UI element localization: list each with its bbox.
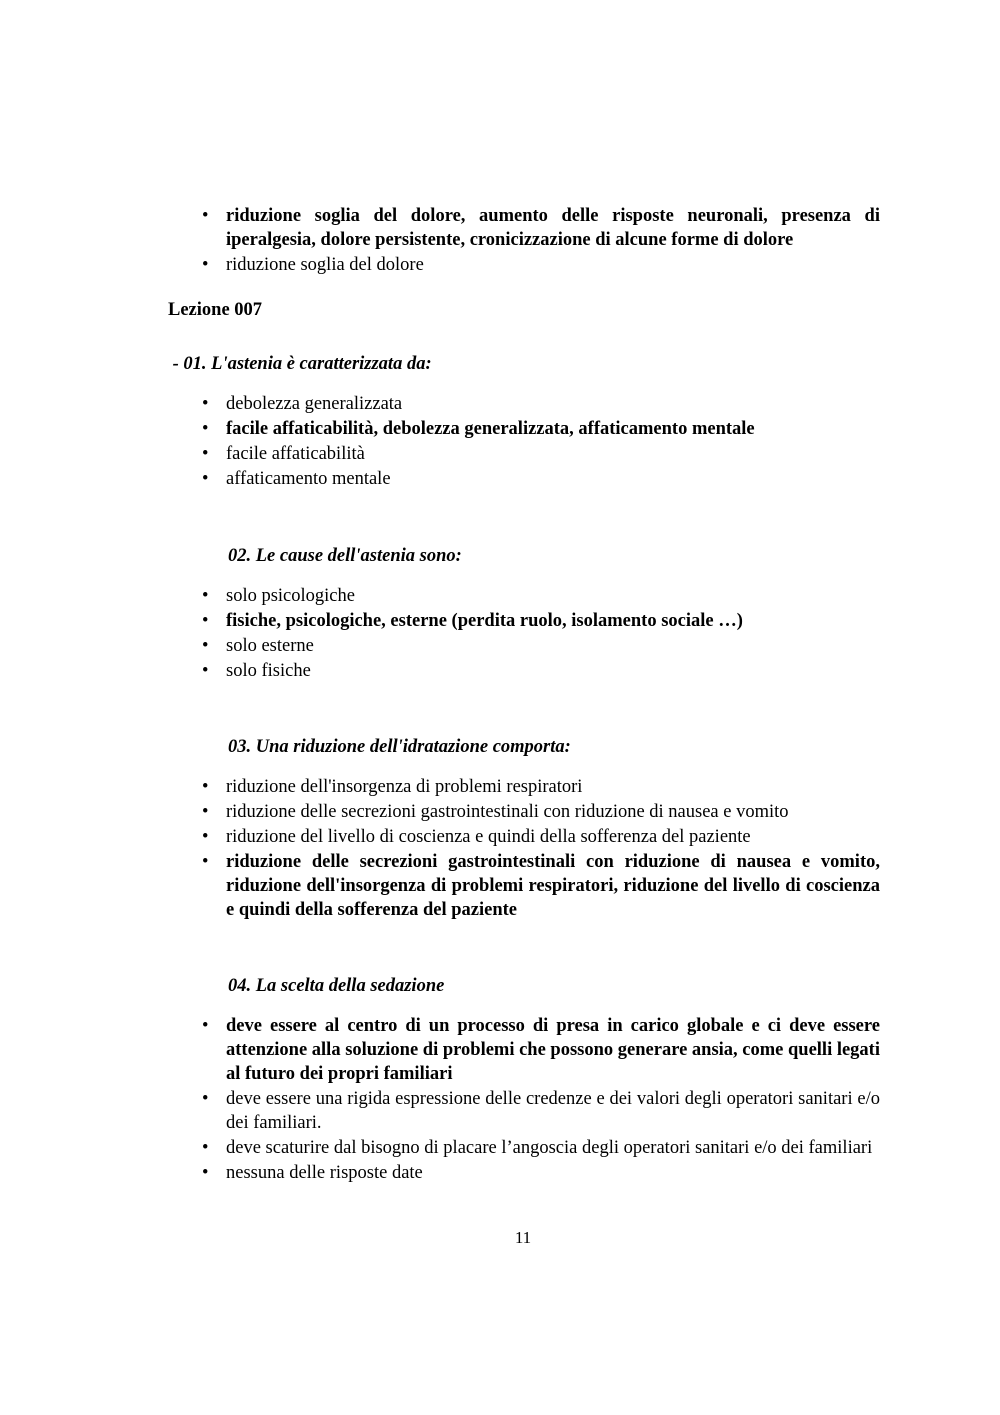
list-item: • affaticamento mentale — [226, 467, 880, 491]
list-item: • riduzione delle secrezioni gastrointestinali con riduzione di nausea e vomito, riduzione dell'insorgenza di problemi respiratori, riduzione del livello di coscienza e quindi della sofferenza del paziente — [226, 850, 880, 922]
question-title: 03. Una riduzione dell'idratazione comporta: — [228, 737, 571, 757]
question-title: 02. Le cause dell'astenia sono: — [228, 546, 462, 566]
list-item: • solo fisiche — [226, 659, 880, 683]
list-item: • facile affaticabilità, debolezza generalizzata, affaticamento mentale — [226, 417, 880, 441]
list-item: • riduzione delle secrezioni gastrointestinali con riduzione di nausea e vomito — [226, 800, 880, 824]
list-item: • nessuna delle risposte date — [226, 1161, 880, 1185]
list-item: • facile affaticabilità — [226, 442, 880, 466]
list-item: • deve scaturire dal bisogno di placare l’angoscia degli operatori sanitari e/o dei familiari — [226, 1136, 880, 1160]
list-item: • riduzione soglia del dolore — [226, 253, 880, 277]
list-item: • fisiche, psicologiche, esterne (perdita ruolo, isolamento sociale …) — [226, 609, 880, 633]
list-item: • riduzione dell'insorgenza di problemi respiratori — [226, 775, 880, 799]
answer-list — [226, 1014, 880, 1186]
list-item: • solo psicologiche — [226, 584, 880, 608]
top-answer-list — [226, 204, 880, 278]
answer-list — [226, 584, 880, 684]
list-item: • deve essere una rigida espressione delle credenze e dei valori degli operatori sanitari e/o dei familiari. — [226, 1087, 880, 1135]
lesson-title: Lezione 007 — [168, 300, 263, 320]
list-item: • debolezza generalizzata — [226, 392, 880, 416]
list-item: • riduzione del livello di coscienza e quindi della sofferenza del paziente — [226, 825, 880, 849]
list-item: • solo esterne — [226, 634, 880, 658]
answer-list — [226, 775, 880, 923]
question-title: - 01. L'astenia è caratterizzata da: — [168, 354, 432, 374]
answer-list — [226, 392, 880, 492]
question-title: 04. La scelta della sedazione — [228, 976, 445, 996]
list-item: • riduzione soglia del dolore, aumento delle risposte neuronali, presenza di iperalgesia, dolore persistente, cronicizzazione di alcune forme di dolore — [226, 204, 880, 252]
list-item: • deve essere al centro di un processo di presa in carico globale e ci deve essere attenzione alla soluzione di problemi che possono generare ansia, come quelli legati al futuro dei propri familiari — [226, 1014, 880, 1086]
page-number: 11 — [514, 1228, 532, 1247]
